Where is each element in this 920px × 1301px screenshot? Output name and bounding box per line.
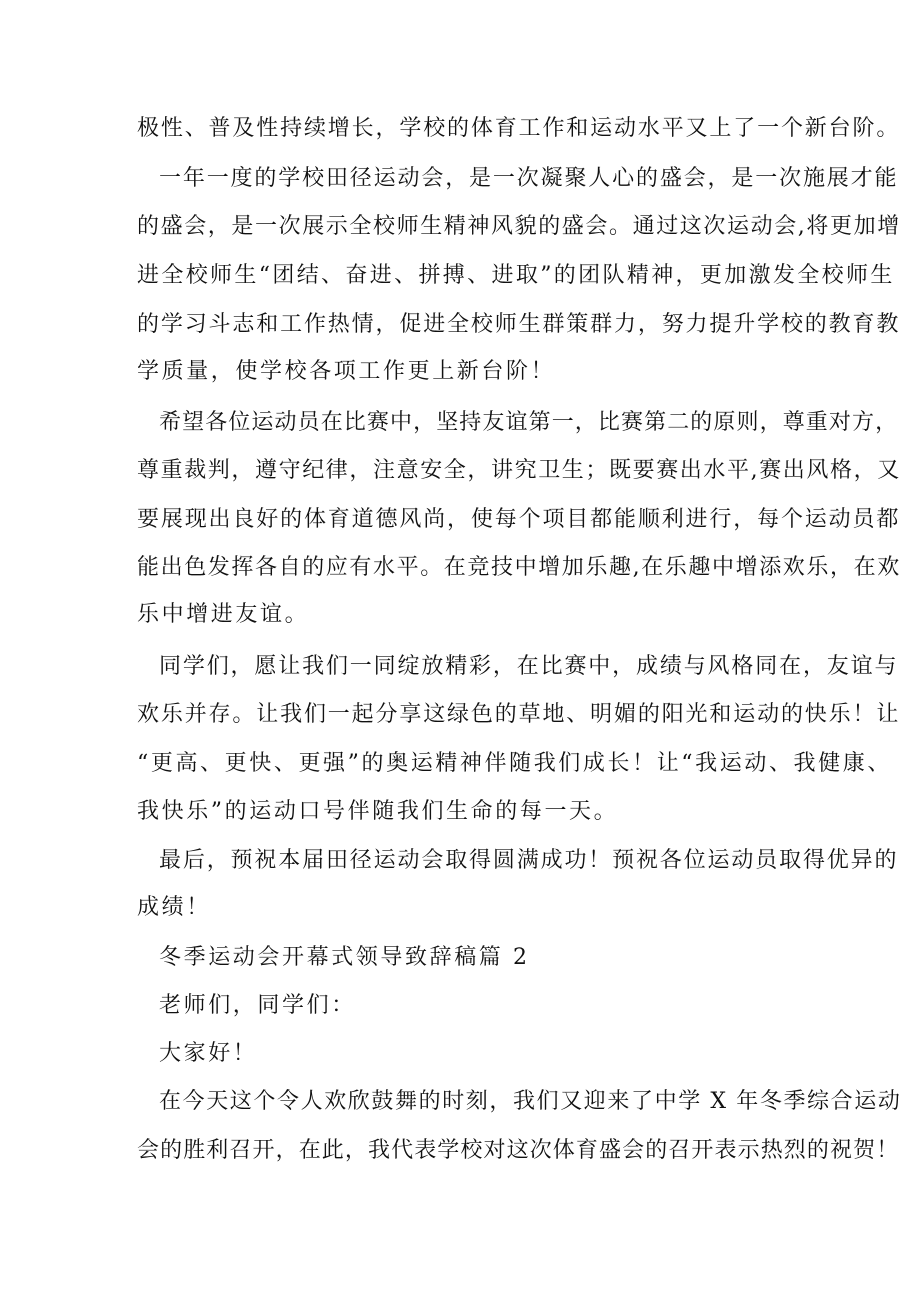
paragraph-line: 的盛会，是一次展示全校师生精神风貌的盛会。通过这次运动会,将更加增	[137, 214, 901, 239]
paragraph-line: 的学习斗志和工作热情，促进全校师生群策群力，努力提升学校的教育教	[137, 312, 901, 337]
paragraph-line: 最后，预祝本届田径运动会取得圆满成功！预祝各位运动员取得优异的	[159, 848, 899, 873]
paragraph-line: 在今天这个令人欢欣鼓舞的时刻，我们又迎来了中学 X 年冬季综合运动	[159, 1089, 902, 1114]
paragraph-line: 极性、普及性持续增长，学校的体育工作和运动水平又上了一个新台阶。	[137, 116, 901, 141]
paragraph-line: 一年一度的学校田径运动会，是一次凝聚人心的盛会，是一次施展才能	[159, 166, 899, 191]
paragraph-line: 同学们，愿让我们一同绽放精彩，在比赛中，成绩与风格同在，友谊与	[159, 654, 899, 679]
paragraph-line: 进全校师生“团结、奋进、拼搏、进取”的团队精神，更加激发全校师生	[137, 263, 895, 288]
section-heading: 冬季运动会开幕式领导致辞稿篇 2	[159, 945, 530, 970]
paragraph-line: 尊重裁判，遵守纪律，注意安全，讲究卫生；既要赛出水平,赛出风格，又	[137, 458, 901, 483]
paragraph-line: 成绩！	[137, 895, 211, 920]
paragraph-line: 乐中增进友谊。	[137, 602, 310, 627]
paragraph-line: 能出色发挥各自的应有水平。在竞技中增加乐趣,在乐趣中增添欢乐，在欢	[137, 555, 901, 580]
paragraph-line: 希望各位运动员在比赛中，坚持友谊第一，比赛第二的原则，尊重对方，	[159, 410, 899, 435]
paragraph-line: 欢乐并存。让我们一起分享这绿色的草地、明媚的阳光和运动的快乐！让	[137, 702, 901, 727]
paragraph-line: 学质量，使学校各项工作更上新台阶！	[137, 359, 556, 384]
paragraph-line: 会的胜利召开，在此，我代表学校对这次体育盛会的召开表示热烈的祝贺！	[137, 1138, 900, 1163]
paragraph-line: “更高、更快、更强”的奥运精神伴随我们成长！让“我运动、我健康、	[137, 751, 892, 776]
salutation-line: 老师们，同学们：	[159, 993, 356, 1018]
paragraph-line: 要展现出良好的体育道德风尚，使每个项目都能顺利进行，每个运动员都	[137, 507, 901, 532]
paragraph-line: 我快乐”的运动口号伴随我们生命的每一天。	[137, 799, 619, 824]
greeting-line: 大家好！	[159, 1041, 258, 1066]
